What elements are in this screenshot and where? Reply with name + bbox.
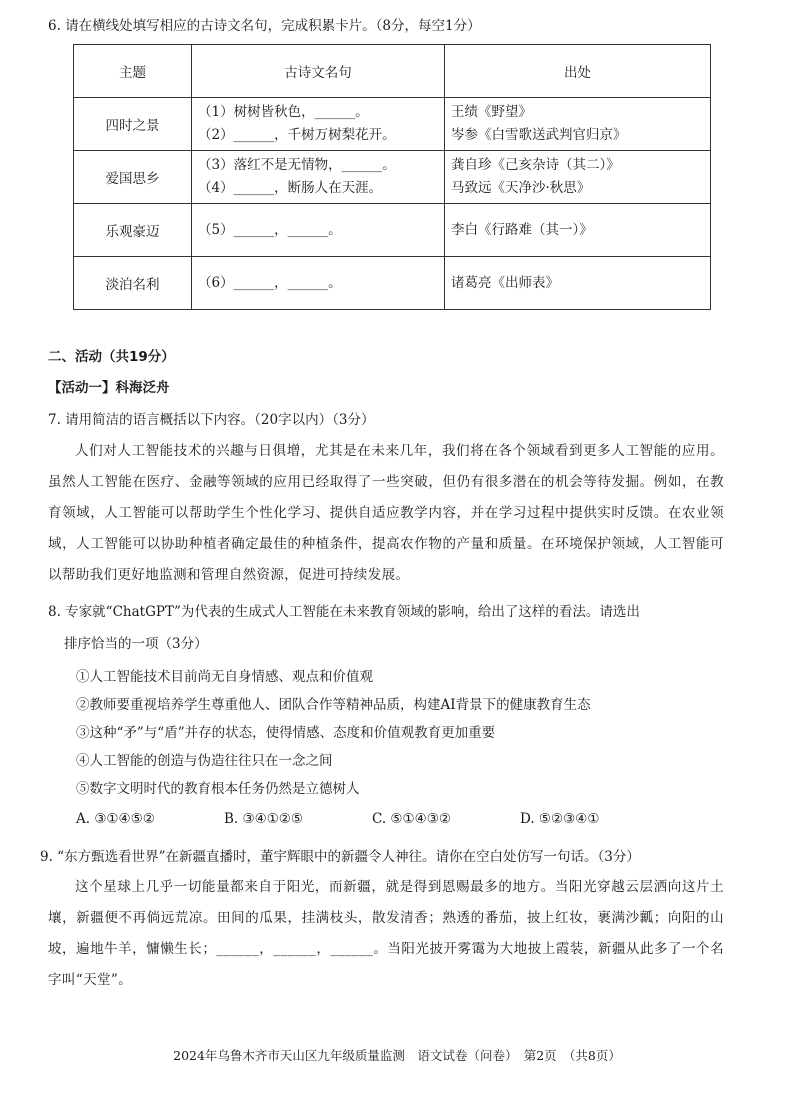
row-lines (192, 151, 445, 204)
row-lines (192, 204, 445, 257)
q7-passage-text: 人们对人工智能技术的兴趣与日俱增，尤其是在未来几年，我们将在各个领域看到更多人工智能的应用。虽然人工智能在医疗、金融等领域的应用已经取得了一些突破，但仍有很多潜在的机会等待发掘。例如，在教育领域，人工智能可以帮助学生个性化学习、提供自适应教学内容，并在学习过程中提供实时反馈。在农业领域，人工智能可以协助种植者确定最佳的种植条件，提高农作物的产量和质量。在环境保护领域，人工智能可以帮助我们更好地监测和管理自然资源，促进可持续发展。 (48, 443, 724, 583)
row-theme: 乐观豪迈 (74, 204, 192, 257)
table-row (74, 204, 711, 257)
table-row (74, 257, 711, 310)
q8-title-line1: 8. 专家就“ChatGPT”为代表的生成式人工智能在未来教育领域的影响，给出了这样的看法。请选出 (48, 604, 640, 620)
activity-title: 【活动一】科海泛舟 (48, 380, 170, 396)
table-row (74, 98, 711, 151)
table-header-row (74, 45, 711, 98)
blank-line-5[interactable]: （5）______，______。 (198, 221, 342, 238)
source-3: 龚自珍《己亥杂诗（其二）》 (451, 157, 620, 173)
header-lines: 古诗文名句 (192, 45, 445, 98)
source-1: 王绩《野望》 (451, 104, 532, 120)
q8-title-line2: 排序恰当的一项（3分） (64, 636, 208, 652)
q6-title: 6. 请在横线处填写相应的古诗文名句，完成积累卡片。（8分，每空1分） (48, 18, 481, 34)
row-source (445, 151, 711, 204)
row-theme: 爱国思乡 (74, 151, 192, 204)
source-2: 岑参《白雪歌送武判官归京》 (451, 127, 627, 143)
source-6: 诸葛亮《出师表》 (451, 274, 559, 291)
q8-statement-1: ①人工智能技术目前尚无自身情感、观点和价值观 (76, 669, 373, 685)
q9-passage (48, 872, 724, 996)
q8-option-d[interactable]: D. ⑤②③④① (520, 811, 600, 827)
q7-passage (48, 436, 724, 591)
header-theme: 主题 (74, 45, 192, 98)
blank-line-4[interactable]: （4）______，断肠人在天涯。 (198, 180, 383, 196)
header-source: 出处 (445, 45, 711, 98)
page-footer: 2024年乌鲁木齐市天山区九年级质量监测 语文试卷（问卷） 第2页 （共8页） (173, 1048, 621, 1063)
blank-line-3[interactable]: （3）落红不是无情物，______。 (198, 157, 396, 173)
q8-statement-5: ⑤数字文明时代的教育根本任务仍然是立德树人 (76, 781, 360, 797)
q7-title: 7. 请用简洁的语言概括以下内容。（20字以内）（3分） (48, 412, 375, 428)
blank-line-1[interactable]: （1）树树皆秋色，______。 (198, 104, 369, 120)
row-theme: 四时之景 (74, 98, 192, 151)
q8-option-c[interactable]: C. ⑤①④③② (372, 811, 451, 827)
q8-statement-2: ②教师要重视培养学生尊重他人、团队合作等精神品质，构建AI背景下的健康教育生态 (76, 697, 591, 713)
source-4: 马致远《天净沙·秋思》 (451, 180, 591, 196)
source-5: 李白《行路难（其一）》 (451, 221, 593, 238)
q8-option-a[interactable]: A. ③①④⑤② (76, 811, 155, 827)
q8-statement-4: ④人工智能的创造与伪造往往只在一念之间 (76, 753, 333, 769)
accumulation-card-table (73, 44, 711, 310)
row-source (445, 257, 711, 310)
blank-line-6[interactable]: （6）______，______。 (198, 274, 342, 291)
row-lines (192, 257, 445, 310)
table-row (74, 151, 711, 204)
row-lines (192, 98, 445, 151)
q9-passage-text: 这个星球上几乎一切能量都来自于阳光，而新疆，就是得到恩赐最多的地方。当阳光穿越云层洒向这片土壤，新疆便不再倘远荒凉。田间的瓜果，挂满枝头，散发清香；熟透的番茄，披上红妆，裹满沙瓤；向阳的山坡，遍地牛羊，慵懒生长；______，______，______。当阳光披开雾霭为大地披上霞装，新疆从此多了一个名字叫“天堂”。 (48, 879, 724, 988)
row-theme: 淡泊名利 (74, 257, 192, 310)
row-source (445, 98, 711, 151)
row-source (445, 204, 711, 257)
q9-title: 9. “东方甄选看世界”在新疆直播时，董宇辉眼中的新疆令人神往。请你在空白处仿写一句话。（3分） (40, 849, 640, 865)
q8-statement-3: ③这种“矛”与“盾”并存的状态，使得情感、态度和价值观教育更加重要 (76, 725, 496, 741)
q8-option-b[interactable]: B. ③④①②⑤ (224, 811, 304, 827)
section-title: 二、活动（共19分） (48, 349, 175, 365)
blank-line-2[interactable]: （2）______，千树万树梨花开。 (198, 127, 396, 143)
